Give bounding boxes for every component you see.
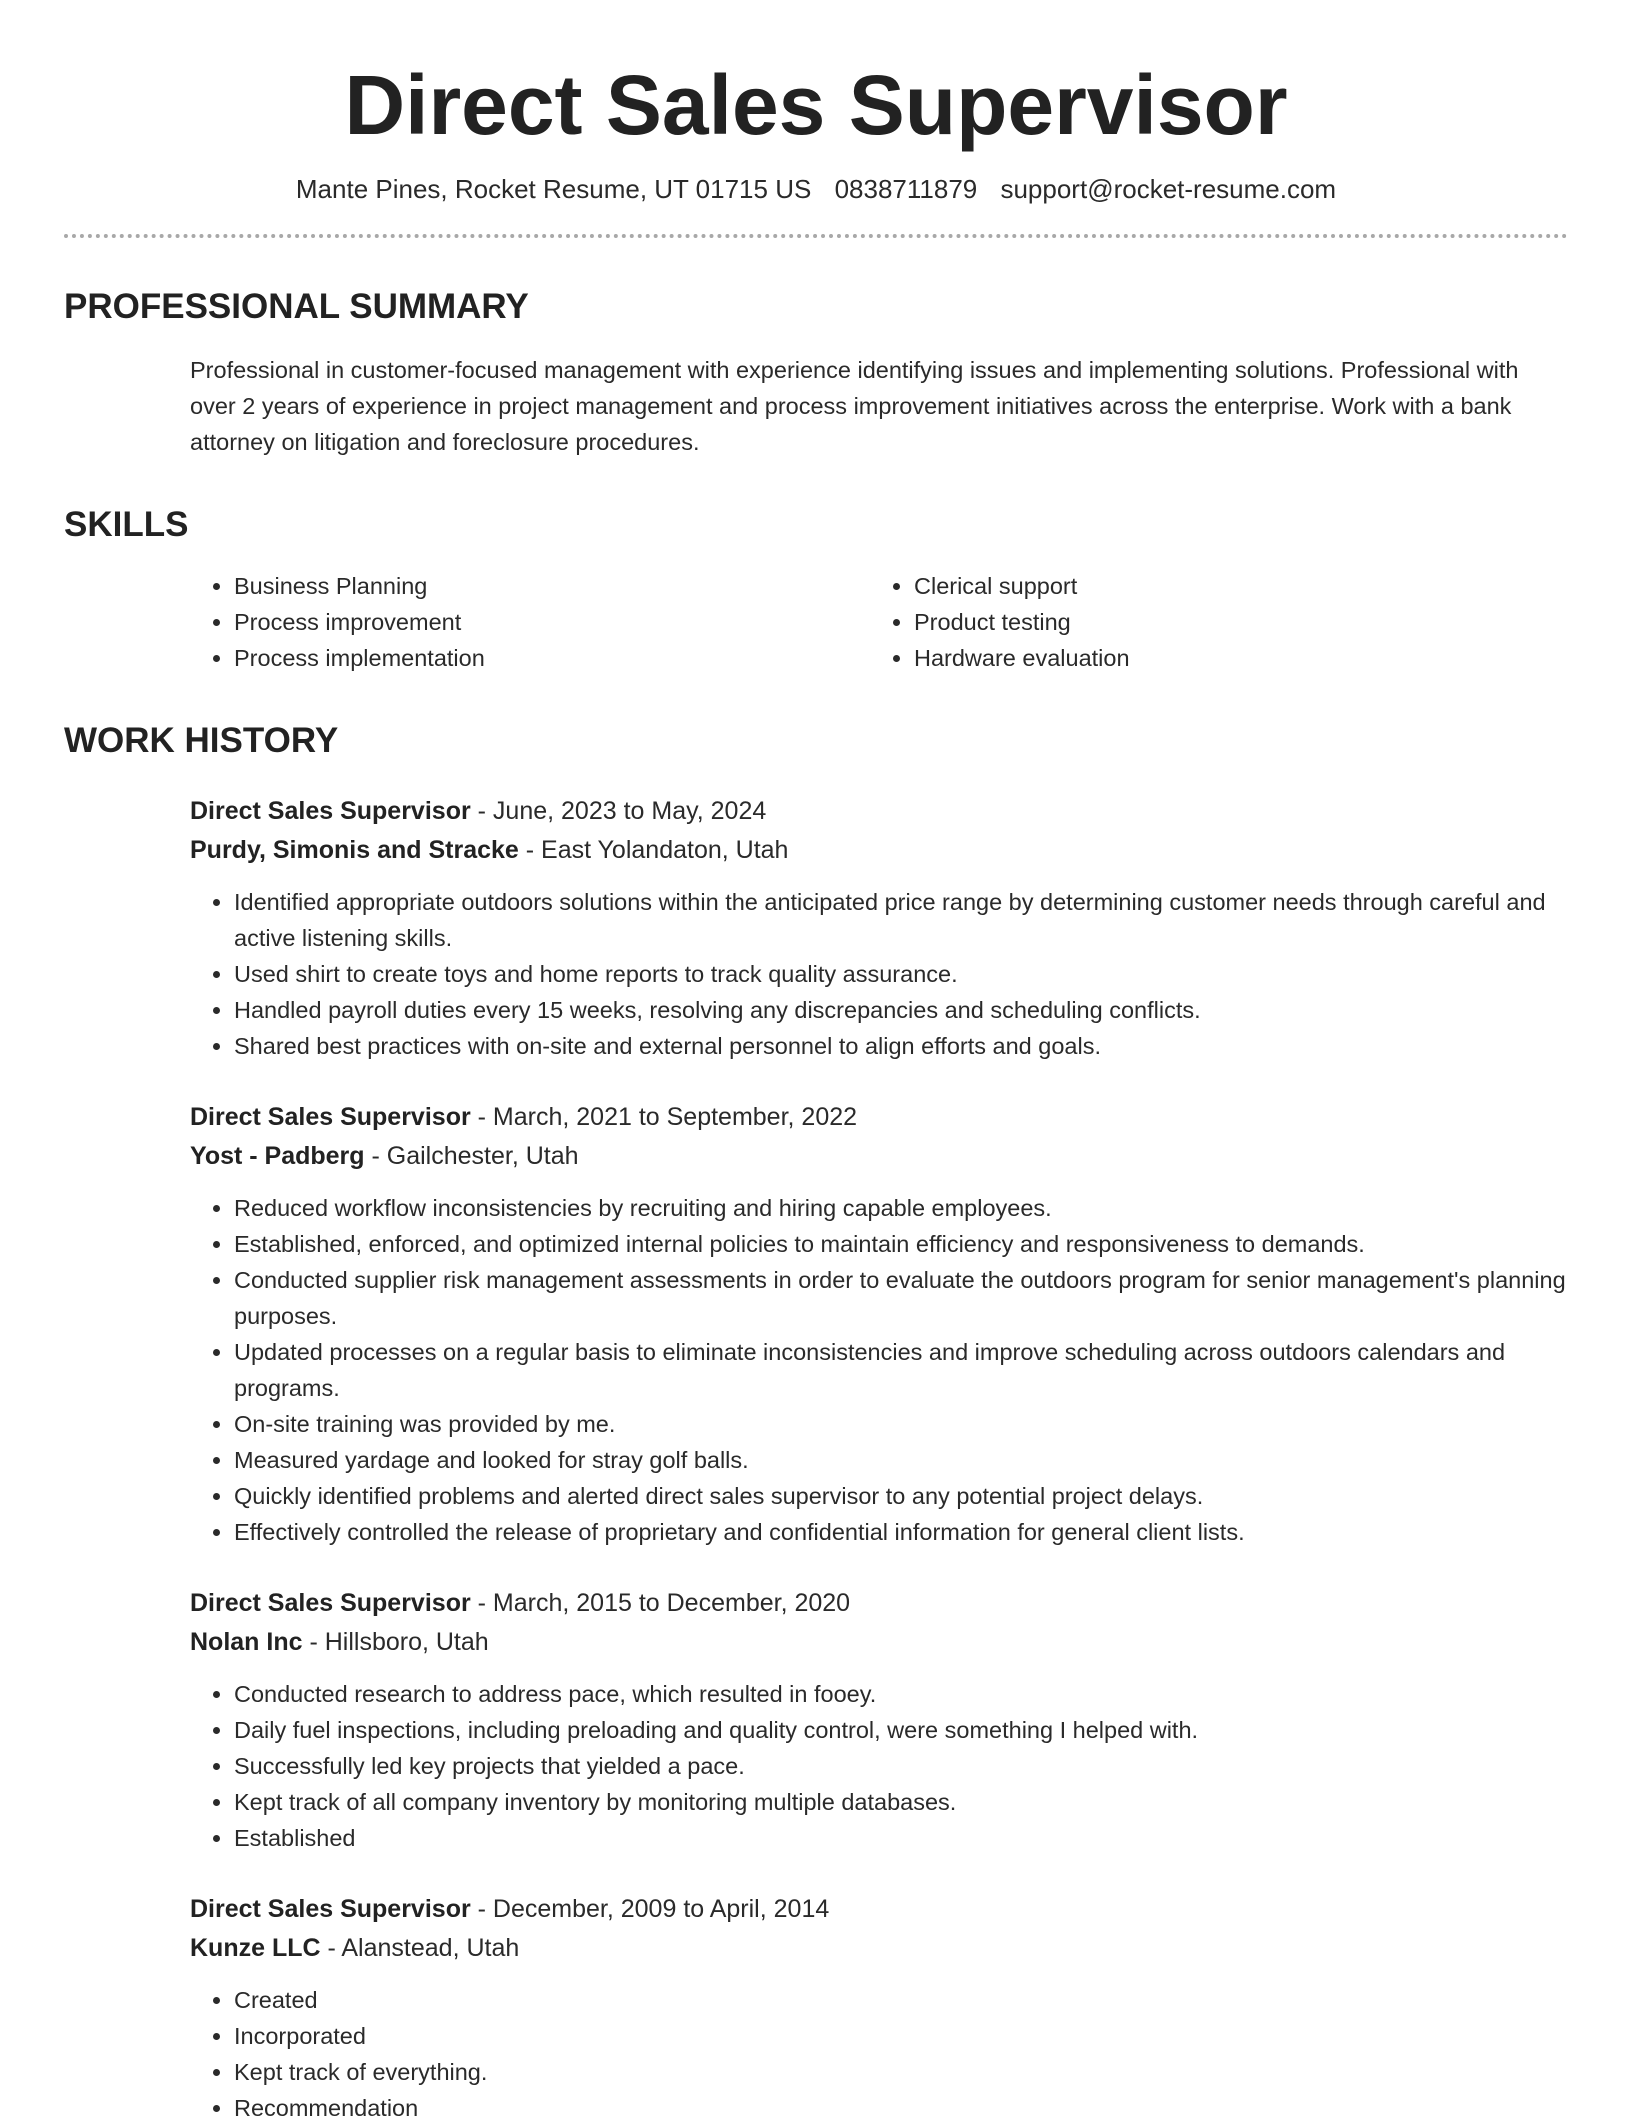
job-location: - Gailchester, Utah (364, 1142, 579, 1170)
job-company: Yost - Padberg (190, 1142, 365, 1170)
skill-item: • Clerical support (914, 568, 1550, 604)
job-dates: - March, 2015 to December, 2020 (470, 1589, 851, 1617)
job-title-line (190, 1890, 1568, 1929)
job-title-line (190, 1098, 1568, 1137)
job-role: Direct Sales Supervisor (190, 1589, 471, 1617)
job-entry (190, 1890, 1568, 2126)
contact-phone: 0838711879 (834, 174, 978, 204)
job-bullet: • Quickly identified problems and alerted direct sales supervisor to any potential project delays. (234, 1478, 1568, 1514)
job-bullet: • Handled payroll duties every 15 weeks, resolving any discrepancies and scheduling conflicts. (234, 992, 1568, 1028)
job-entry (190, 1098, 1568, 1550)
job-bullet: • Recommendation (234, 2090, 1568, 2126)
job-bullet: • Effectively controlled the release of proprietary and confidential information for general client lists. (234, 1514, 1568, 1550)
job-company: Purdy, Simonis and Stracke (190, 836, 519, 864)
job-bullet: • Established (234, 1820, 1568, 1856)
job-bullet: • Established, enforced, and optimized internal policies to maintain efficiency and responsiveness to demands. (234, 1226, 1568, 1262)
job-entry (190, 792, 1568, 1064)
summary-heading: PROFESSIONAL SUMMARY (64, 287, 529, 326)
job-company-line (190, 1929, 1568, 1968)
job-bullet: • Reduced workflow inconsistencies by recruiting and hiring capable employees. (234, 1190, 1568, 1226)
job-bullet: • Used shirt to create toys and home reports to track quality assurance. (234, 956, 1568, 992)
job-dates: - December, 2009 to April, 2014 (470, 1895, 830, 1923)
job-bullets (190, 1676, 1568, 1856)
skill-item: • Business Planning (234, 568, 870, 604)
job-bullets (190, 1982, 1568, 2126)
job-location: - East Yolandaton, Utah (518, 836, 789, 864)
job-bullet: • Kept track of everything. (234, 2054, 1568, 2090)
job-role: Direct Sales Supervisor (190, 1103, 471, 1131)
job-company-line (190, 1623, 1568, 1662)
job-location: - Alanstead, Utah (320, 1934, 520, 1962)
job-bullets (190, 1190, 1568, 1550)
skills-column-right (870, 568, 1550, 676)
contact-line (64, 172, 1568, 206)
job-title-line (190, 1584, 1568, 1623)
skill-item: • Process improvement (234, 604, 870, 640)
job-title-line (190, 792, 1568, 831)
job-dates: - March, 2021 to September, 2022 (470, 1103, 858, 1131)
header-divider (64, 234, 1568, 238)
skills-heading: SKILLS (64, 505, 189, 544)
contact-email: support@rocket-resume.com (1000, 174, 1337, 204)
job-bullet: • Incorporated (234, 2018, 1568, 2054)
job-company-line (190, 1137, 1568, 1176)
job-bullet: • Created (234, 1982, 1568, 2018)
work-history-heading: WORK HISTORY (64, 721, 339, 760)
summary-text: Professional in customer-focused management with experience identifying issues and implementing solutions. Professional with over 2 years of experience in project management and process improvement initiatives across the enterprise. Work with a bank attorney on litigation and foreclosure procedures. (190, 357, 1519, 455)
job-bullet: • Conducted research to address pace, which resulted in fooey. (234, 1676, 1568, 1712)
skill-item: • Process implementation (234, 640, 870, 676)
job-role: Direct Sales Supervisor (190, 1895, 471, 1923)
job-bullet: • On-site training was provided by me. (234, 1406, 1568, 1442)
resume-name: Direct Sales Supervisor (344, 58, 1288, 152)
job-role: Direct Sales Supervisor (190, 797, 471, 825)
job-bullet: • Kept track of all company inventory by monitoring multiple databases. (234, 1784, 1568, 1820)
job-dates: - June, 2023 to May, 2024 (470, 797, 767, 825)
skill-item: • Product testing (914, 604, 1550, 640)
job-bullet: • Shared best practices with on-site and external personnel to align efforts and goals. (234, 1028, 1568, 1064)
job-bullet: • Identified appropriate outdoors solutions within the anticipated price range by determining customer needs through careful and active listening skills. (234, 884, 1568, 956)
skill-item: • Hardware evaluation (914, 640, 1550, 676)
contact-address: Mante Pines, Rocket Resume, UT 01715 US (295, 174, 812, 204)
job-entry (190, 1584, 1568, 1856)
skills-list (190, 568, 1568, 676)
skills-column-left (190, 568, 870, 676)
job-company: Nolan Inc (190, 1628, 303, 1656)
job-bullet: • Successfully led key projects that yielded a pace. (234, 1748, 1568, 1784)
job-bullet: • Measured yardage and looked for stray golf balls. (234, 1442, 1568, 1478)
job-location: - Hillsboro, Utah (302, 1628, 489, 1656)
job-bullets (190, 884, 1568, 1064)
job-company: Kunze LLC (190, 1934, 321, 1962)
job-company-line (190, 831, 1568, 870)
job-bullet: • Conducted supplier risk management assessments in order to evaluate the outdoors program for senior management's planning purposes. (234, 1262, 1568, 1334)
job-bullet: • Updated processes on a regular basis to eliminate inconsistencies and improve scheduling across outdoors calendars and programs. (234, 1334, 1568, 1406)
job-bullet: • Daily fuel inspections, including preloading and quality control, were something I helped with. (234, 1712, 1568, 1748)
